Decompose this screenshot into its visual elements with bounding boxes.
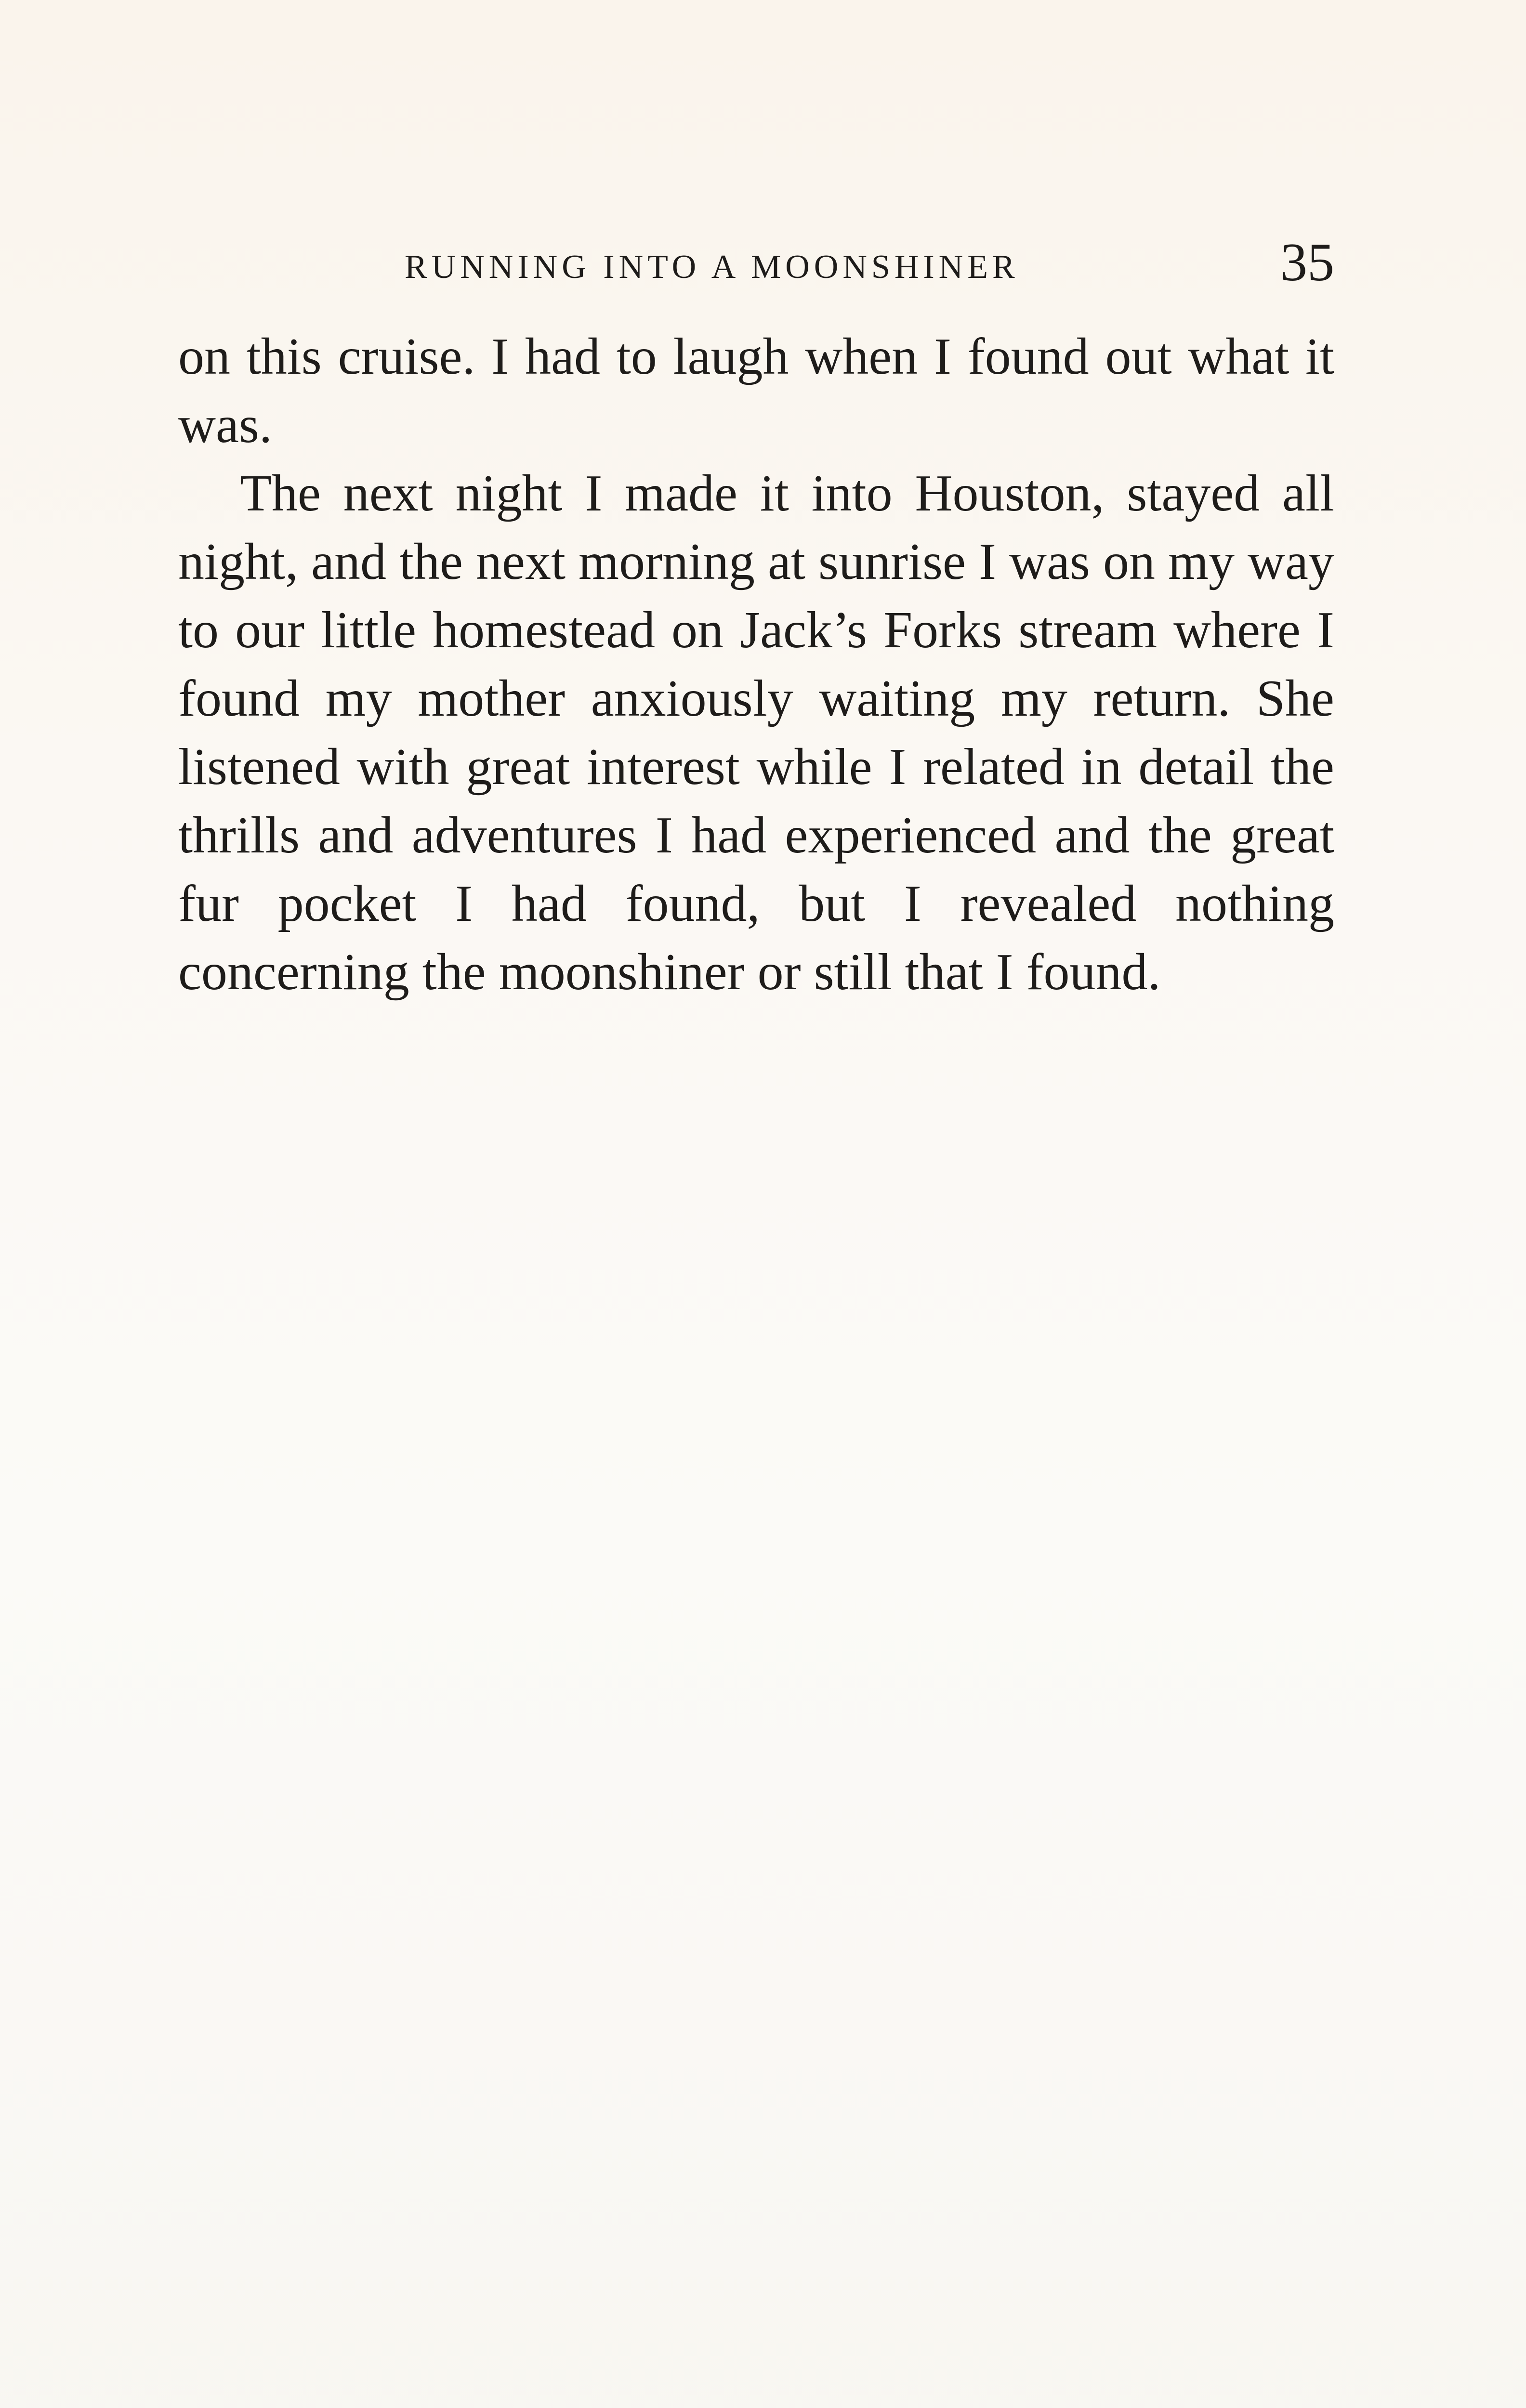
running-head: [178, 233, 1334, 301]
paragraph-1: on this cruise. I had to laugh when I found out what it was.: [178, 328, 1334, 454]
page-number: 35: [1280, 233, 1334, 292]
running-title: RUNNING INTO A MOONSHINER: [405, 249, 1019, 286]
body-text: [178, 323, 1334, 1007]
paragraph-2: The next night I made it into Houston, stayed all night, and the next morning at sunrise I was on my way to our little homestead on Jack’s Forks stream where I found my mother anxiously waiting my return. She listened with great interest while I related in detail the thrills and adventures I had experienced and the great fur pocket I had found, but I revealed nothing concerning the moonshiner or still that I found.: [178, 465, 1334, 1001]
